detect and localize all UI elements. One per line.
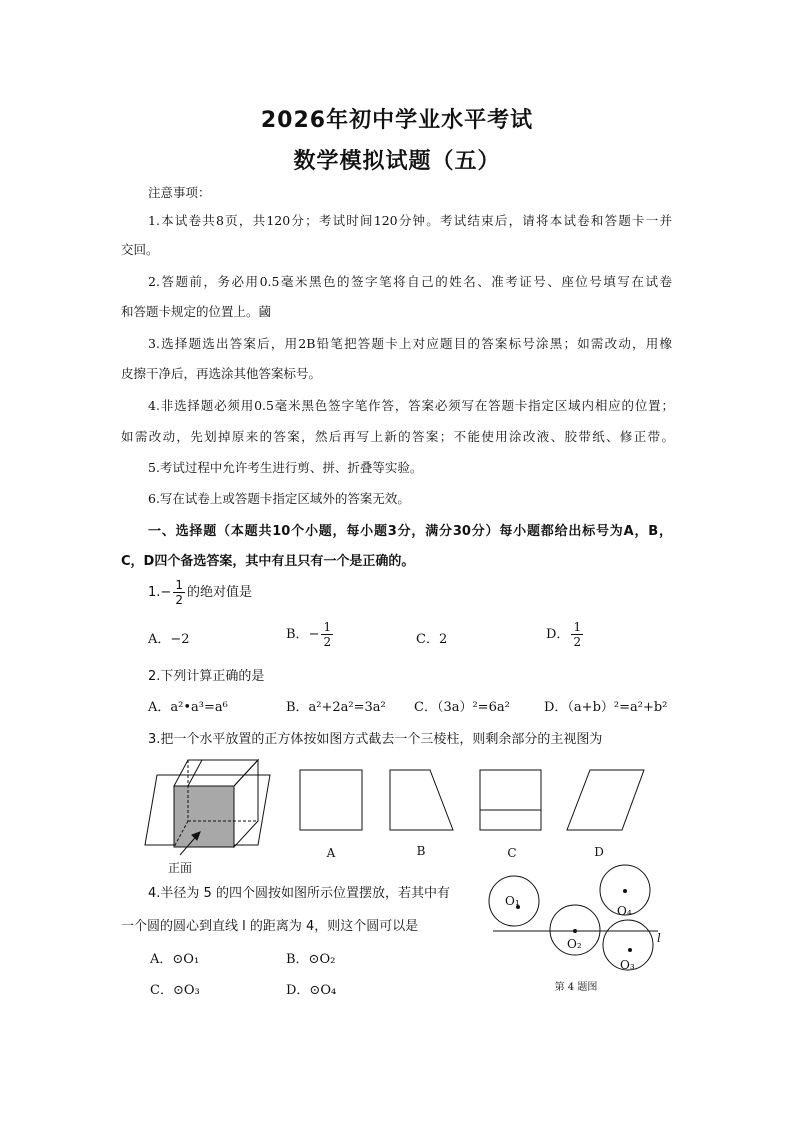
cube-right-face xyxy=(234,760,258,847)
notes-heading: 注意事项： xyxy=(148,185,211,200)
question-2-stem: 2.下列计算正确的是 xyxy=(148,669,265,684)
q4-option-d: D．⊙O₄ xyxy=(286,983,337,998)
q4-option-b: B．⊙O₂ xyxy=(286,952,336,967)
question-4-stem-line-1: 4.半径为 5 的四个圆按如图所示位置摆放，若其中有 xyxy=(148,886,450,901)
exam-title: 2026年初中学业水平考试 xyxy=(260,108,534,133)
q1-number: 1. xyxy=(148,585,161,600)
note-4-line-2: 如需改动，先划掉原来的答案，然后再写上新的答案；不能使用涂改液、胶带纸、修正带。 xyxy=(121,429,674,444)
center-o4 xyxy=(623,889,627,893)
q2-option-b: B．a²+2a²=3a² xyxy=(286,700,386,715)
note-3-line-2: 皮擦干净后，再选涂其他答案标号。 xyxy=(121,366,322,381)
label-o1: O₁ xyxy=(505,894,520,908)
label-o2: O₂ xyxy=(567,937,582,951)
option-b-trapezoid xyxy=(390,770,453,830)
question-4-stem-line-2: 一个圆的圆心到直线 l 的距离为 4，则这个圆可以是 xyxy=(121,919,419,934)
option-a-square xyxy=(300,770,362,830)
cube-front-face-shaded xyxy=(174,786,234,847)
label-line-l: l xyxy=(657,931,661,945)
q1-option-c: C．2 xyxy=(416,632,448,647)
q2-option-c: C．（3a）²=6a² xyxy=(414,700,510,715)
note-6: 6.写在试卷上或答题卡指定区域外的答案无效。 xyxy=(148,491,410,506)
label-o4: O₄ xyxy=(617,904,632,918)
option-d-parallelogram xyxy=(567,770,644,830)
section-1-heading-line-1: 一、选择题（本题共10个小题，每小题3分，满分30分）每小题都给出标号为A，B， xyxy=(148,524,672,539)
q1-option-d-num: 1 xyxy=(573,620,582,634)
q1-suffix: 的绝对值是 xyxy=(186,585,252,600)
q3-option-a-label: A xyxy=(326,846,336,860)
q3-option-b-label: B xyxy=(416,844,426,858)
cube-figure xyxy=(145,760,270,855)
option-c-square xyxy=(480,770,541,830)
question-3-stem: 3.把一个水平放置的正方体按如图方式截去一个三棱柱，则剩余部分的主视图为 xyxy=(148,732,603,747)
note-1-line-2: 交回。 xyxy=(121,242,159,257)
q1-option-d-label: D． xyxy=(546,627,570,642)
q2-option-d: D．（a+b）²=a²+b² xyxy=(544,700,668,715)
q1-option-b-num: 1 xyxy=(323,620,332,634)
q1-option-d-den: 2 xyxy=(573,635,582,649)
center-o2 xyxy=(573,929,577,933)
front-label: 正面 xyxy=(167,861,193,875)
section-1-heading-line-2: C，D四个备选答案，其中有且只有一个是正确的。 xyxy=(121,554,415,569)
note-2-line-2: 和答题卡规定的位置上。蔮 xyxy=(121,304,272,319)
note-4-line-1: 4.非选择题必须用0.5毫米黑色签字笔作答，答案必须写在答题卡指定区域内相应的位置； xyxy=(148,398,674,413)
note-5: 5.考试过程中允许考生进行剪、拼、折叠等实验。 xyxy=(148,460,423,475)
q4-figure-caption: 第 4 题图 xyxy=(554,982,598,993)
q1-option-b-label: B． xyxy=(286,627,309,642)
question-4-figure xyxy=(489,865,658,970)
q4-option-c: C．⊙O₃ xyxy=(150,983,200,998)
q1-fraction-num: 1 xyxy=(175,578,183,592)
q1-option-b-den: 2 xyxy=(323,635,332,649)
center-o3 xyxy=(628,948,632,952)
exam-subtitle: 数学模拟试题（五） xyxy=(293,149,501,174)
note-3-line-1: 3.选择题选出答案后，用2B铅笔把答题卡上对应题目的答案标号涂黑；如需改动，用橡 xyxy=(148,336,672,351)
q3-option-c-label: C xyxy=(507,846,517,860)
q2-option-a: A．a²•a³=a⁶ xyxy=(148,700,228,715)
note-2-line-1: 2.答题前，务必用0.5毫米黑色的签字笔将自己的姓名、准考证号、座位号填写在试卷 xyxy=(148,274,672,289)
q1-option-b-minus: − xyxy=(308,627,320,642)
q1-fraction-den: 2 xyxy=(175,593,183,607)
q3-option-d-label: D xyxy=(594,845,604,859)
q1-minus: − xyxy=(160,585,172,600)
cut-edge xyxy=(188,760,202,786)
q1-option-a: A．−2 xyxy=(148,632,190,647)
label-o3: O₃ xyxy=(620,958,635,972)
note-1-line-1: 1.本试卷共8页，共120分；考试时间120分钟。考试结束后，请将本试卷和答题卡一并 xyxy=(148,213,672,228)
q4-option-a: A．⊙O₁ xyxy=(150,952,200,967)
